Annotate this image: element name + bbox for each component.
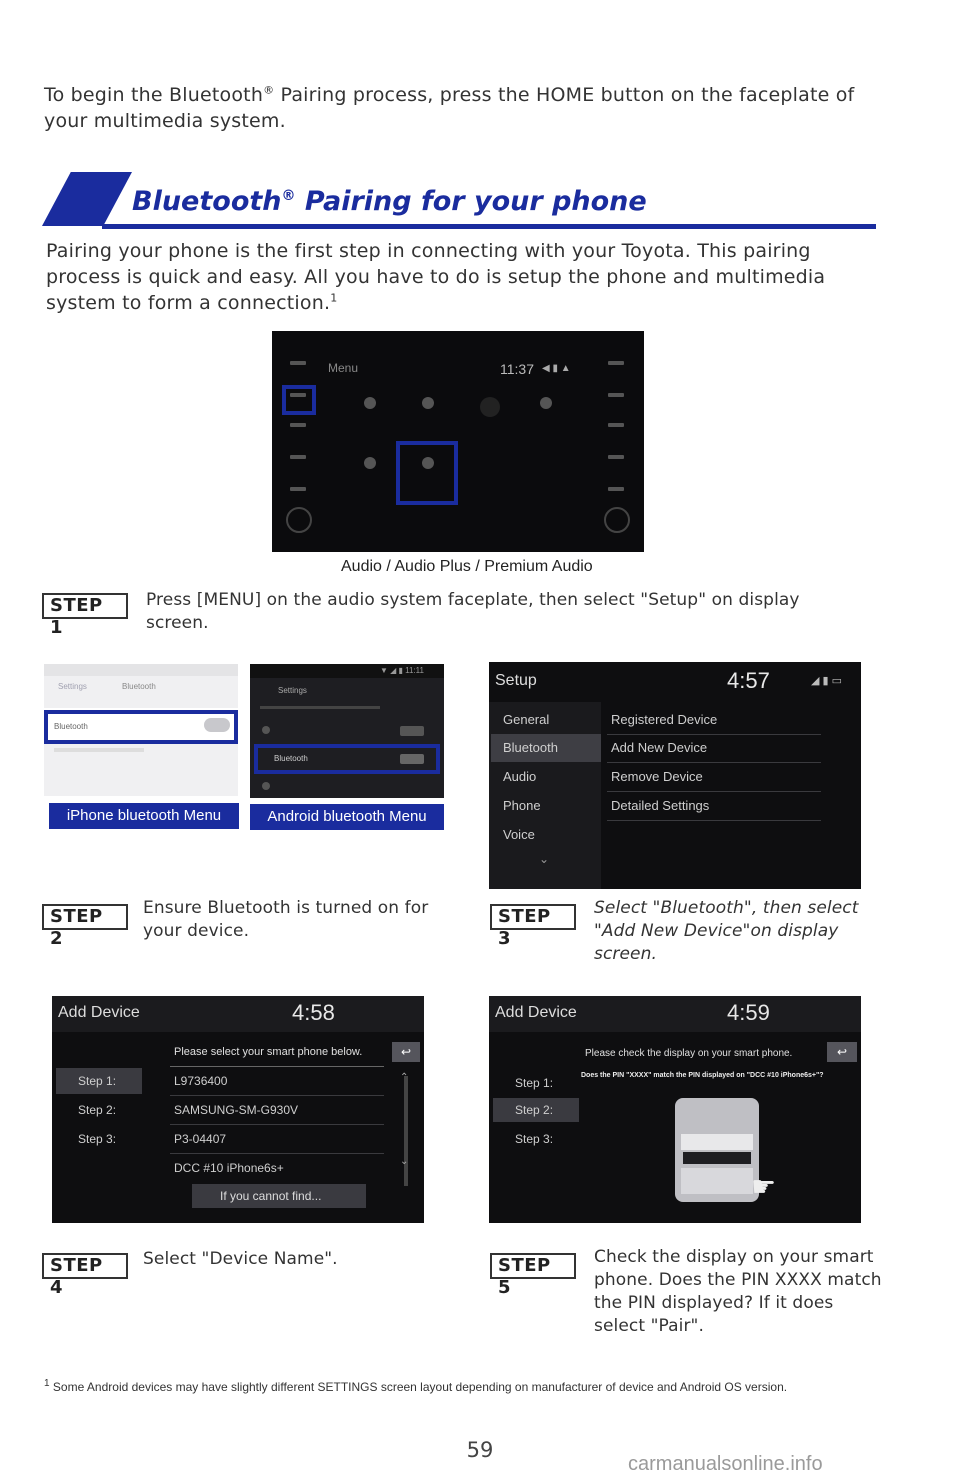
- setup-menu-general: General: [503, 712, 550, 727]
- footnote: $^1$ Some Android devices may have slightly different SETTINGS screen layout depending on manufacturer of device and Android OS version.: [44, 1378, 788, 1394]
- iphone-bluetooth-row: Bluetooth: [54, 722, 88, 731]
- iphone-bluetooth-highlight: [44, 710, 238, 744]
- step-2-badge: STEP 2: [42, 904, 128, 930]
- heading-title: Bluetooth® Pairing for your phone: [132, 186, 647, 217]
- step-1-text: Press [MENU] on the audio system faceplate, then select "Setup" on display screen.: [146, 590, 800, 633]
- faceplate-button-icon: [608, 361, 624, 365]
- setup-menu-bluetooth: Bluetooth: [503, 740, 558, 755]
- section-heading: [42, 172, 876, 230]
- device-item-2: SAMSUNG-SM-G930V: [174, 1103, 299, 1117]
- menu-screen-time: 11:37: [500, 361, 534, 377]
- menu-screen-status-icons: ◀ ▮ ▲: [542, 363, 571, 374]
- android-bluetooth-highlight: [254, 744, 440, 774]
- watermark: carmanualsonline.info: [628, 1453, 823, 1475]
- device-item-3: P3-04407: [174, 1132, 227, 1146]
- device-item-4: DCC #10 iPhone6s+: [174, 1161, 284, 1175]
- add-device-time-2: 4:59: [727, 1000, 770, 1025]
- android-status-icons: ▼ ◢ ▮ 11:11: [380, 666, 424, 675]
- android-bluetooth-screenshot: [250, 664, 444, 798]
- tune-knob-icon: [604, 507, 630, 533]
- step-5-badge: STEP 5: [490, 1253, 576, 1279]
- scrollbar-track: [404, 1076, 408, 1186]
- setup-screen-time: 4:57: [727, 668, 770, 693]
- audio-icon: [364, 397, 376, 409]
- setup-screen-title: Setup: [495, 672, 537, 689]
- select-phone-prompt: Please select your smart phone below.: [174, 1046, 363, 1058]
- menu-screen-image: [272, 331, 644, 552]
- phone-icon: [422, 397, 434, 409]
- back-icon: ↩: [392, 1042, 420, 1062]
- intro-text: To begin the Bluetooth® Pairing process, press the HOME button on the faceplate of your multimedia system.: [44, 83, 855, 132]
- step-4-badge: STEP 4: [42, 1253, 128, 1279]
- step-3-text: Select "Bluetooth", then select "Add New Device"on display screen.: [594, 898, 859, 964]
- scroll-up-icon: ⌃: [400, 1072, 409, 1083]
- wifi-icon: [262, 726, 270, 734]
- faceplate-button-icon: [608, 393, 624, 397]
- info-icon: [364, 457, 376, 469]
- wizard-step-3: Step 3:: [515, 1132, 554, 1146]
- step-3-badge: STEP 3: [490, 904, 576, 930]
- faceplate-button-icon: [608, 487, 624, 491]
- setup-menu-audio: Audio: [503, 769, 537, 784]
- chevron-down-icon: ⌄: [539, 852, 550, 866]
- cannot-find-label: If you cannot find...: [220, 1189, 322, 1203]
- faceplate-button-icon: [608, 455, 624, 459]
- step-5-text: Check the display on your smart phone. Does the PIN XXXX match the PIN displayed? If it does select "Pair".: [594, 1247, 882, 1336]
- phone-pin-illustration: [675, 1098, 759, 1202]
- iphone-bluetooth-screenshot: [44, 664, 238, 796]
- scroll-down-icon: ⌄: [400, 1156, 409, 1167]
- device-item-1: L9736400: [174, 1074, 228, 1088]
- faceplate-button-icon: [290, 487, 306, 491]
- back-icon: ↩: [827, 1042, 857, 1062]
- wizard-step-2: Step 2:: [78, 1103, 117, 1117]
- faceplate-button-icon: [290, 455, 306, 459]
- setup-option-add-new-device: Add New Device: [611, 740, 708, 755]
- iphone-menu-label: iPhone bluetooth Menu: [49, 803, 239, 829]
- setup-button-highlight: [396, 441, 458, 505]
- add-device-select-screen: [52, 996, 424, 1223]
- iphone-title: Bluetooth: [122, 682, 156, 691]
- menu-screen-title: Menu: [328, 361, 359, 375]
- setup-screen-status-icons: ◢ ▮ ▭: [811, 675, 843, 687]
- menu-button-highlight: [282, 385, 316, 415]
- android-bluetooth-row: Bluetooth: [274, 754, 308, 763]
- heading-accent-shape: [42, 172, 132, 226]
- page-number: 59: [466, 1438, 494, 1462]
- apps-icon: [480, 397, 500, 417]
- pin-question: Does the PIN "XXXX" match the PIN displayed on "DCC #10 iPhone6s+"?: [581, 1072, 824, 1079]
- android-menu-label: Android bluetooth Menu: [250, 804, 444, 830]
- wizard-step-1: Step 1:: [78, 1074, 117, 1088]
- audio-caption: Audio / Audio Plus / Premium Audio: [341, 558, 593, 575]
- setup-option-detailed-settings: Detailed Settings: [611, 798, 710, 813]
- check-display-prompt: Please check the display on your smart phone.: [585, 1048, 793, 1059]
- setup-menu-phone: Phone: [503, 798, 541, 813]
- add-device-title-2: Add Device: [495, 1004, 577, 1021]
- intro-paragraph: Pairing your phone is the first step in connecting with your Toyota. This pairing process is quick and easy. All you have to do is setup the phone and multimedia system to form a connection.$^1$: [46, 240, 826, 314]
- heading-underline: [102, 224, 876, 229]
- iphone-back-link: Settings: [58, 682, 87, 691]
- step-1-badge: STEP 1: [42, 593, 128, 619]
- faceplate-button-icon: [290, 423, 306, 427]
- setup-screen-image: [489, 662, 861, 889]
- add-device-title: Add Device: [58, 1004, 140, 1021]
- setup-option-remove-device: Remove Device: [611, 769, 703, 784]
- step-2-text: Ensure Bluetooth is turned on for your device.: [143, 898, 429, 941]
- volume-knob-icon: [286, 507, 312, 533]
- wizard-step-1: Step 1:: [515, 1076, 554, 1090]
- android-title: Settings: [278, 686, 307, 695]
- faceplate-button-icon: [290, 361, 306, 365]
- data-usage-icon: [262, 782, 270, 790]
- wizard-step-3: Step 3:: [78, 1132, 117, 1146]
- add-device-pin-screen: [489, 996, 861, 1223]
- pointing-hand-icon: ☛: [751, 1171, 777, 1202]
- step-4-text: Select "Device Name".: [143, 1249, 338, 1269]
- faceplate-button-icon: [608, 423, 624, 427]
- setup-menu-voice: Voice: [503, 827, 535, 842]
- projection-icon: [540, 397, 552, 409]
- setup-option-registered-device: Registered Device: [611, 712, 718, 727]
- wizard-step-2: Step 2:: [515, 1103, 554, 1117]
- add-device-time: 4:58: [292, 1000, 335, 1025]
